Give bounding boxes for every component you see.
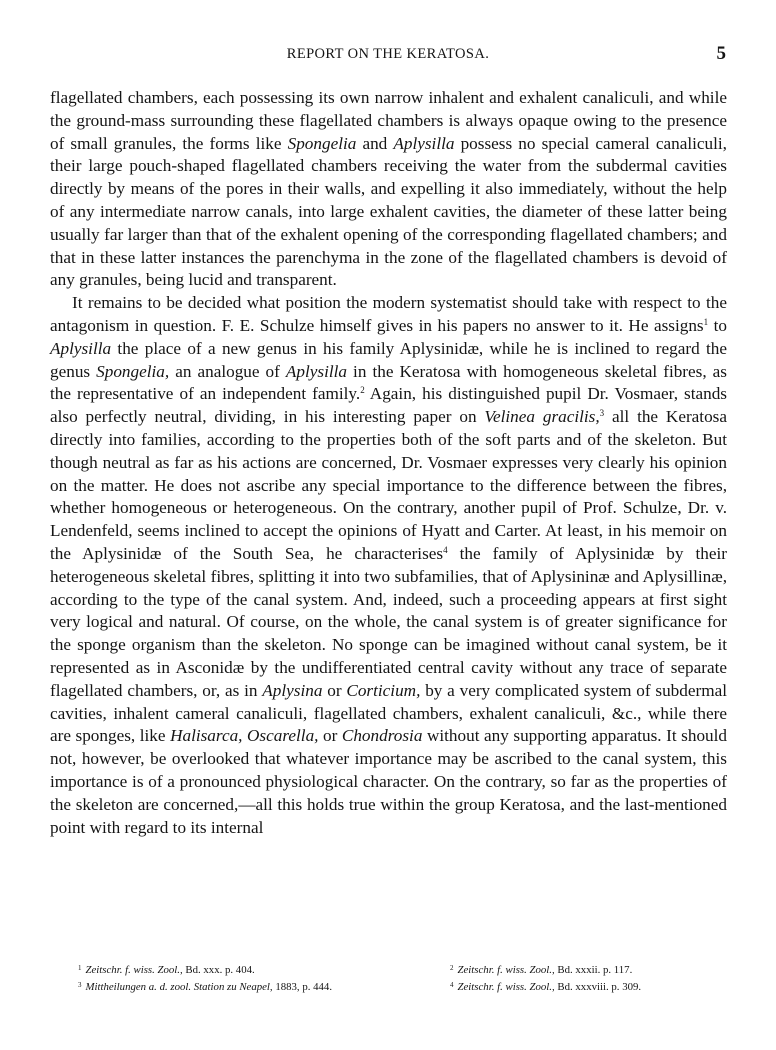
italic-run: Aplysina [262,680,323,700]
footnote-3-mark: 3 [78,981,82,989]
footnote-1-ref: Bd. xxx. p. 404. [182,964,255,976]
footnotes [78,962,738,996]
text-run: Again, his distinguished pupil Dr. Vosmaer, stands also perfectly neutral, dividing, in his interesting paper on [50,384,728,427]
text-run: or [322,680,347,700]
footnote-2-journal: Zeitschr. f. wiss. Zool., [457,964,555,976]
footnote-1-journal: Zeitschr. f. wiss. Zool., [85,964,183,976]
text-run: It remains to be decided what position the modern systematist should take with respect to the antagonism in question. F. E. Schulze himself gives in his papers no answer to it. He assigns [50,293,727,335]
footnote-2-ref: Bd. xxxii. p. 117. [554,964,633,976]
italic-run: Halisarca, Oscarella, [170,726,319,746]
text-run: all the Keratosa directly into families, according to the properties both of the soft parts and of the skeleton. But though neutral as far as his actions are concerned, Dr. Vosmaer expresses very clearly his opinion on the matter. He does not ascribe any special importance to the difference between the fibres, whether homogeneous or heterogeneous. On the contrary, another pupil of Prof. Schulze, Dr. v. Lendenfeld, seems inclined to accept the opinions of Hyatt and Carter. At least, in his memoir on the Aplysinidæ of the South Sea, he characterises [50,407,727,563]
footnote-3-ref: 1883, p. 444. [272,981,333,993]
footnote-row-1 [78,962,738,979]
footnote-1-mark: 1 [78,964,82,972]
text-run: possess no special cameral canaliculi, their large pouch-shaped flagellated chambers receiving the water from the subdermal cavities directly by means of the pores in their walls, and expelling it also immediately, without the help of any intermediate narrow canals, into large exhalent cavities, the diameter of these latter being usually far larger than that of the exhalent opening of the corresponding flagellated chambers; and that in these latter instances the parenchyma in the zone of the flagellated chambers is devoid of any granules, being lucid and transparent. [50,133,727,290]
text-run: or [318,726,342,746]
text-run: and [356,133,394,153]
footnote-3 [78,979,450,996]
footnote-4 [450,979,738,996]
paragraph-1 [50,87,727,292]
running-header [0,43,776,68]
text-run: an analogue of [169,361,286,381]
italic-run: Corticium, [346,680,421,700]
italic-run: Aplysilla [50,338,112,358]
italic-run: Spongelia, [96,361,170,381]
footnote-2-mark: 2 [450,964,454,972]
footnote-ref-mark: 1 [703,316,709,327]
text-run: by a very complicated system of subdermal cavities, inhalent cameral canaliculi, flagellated chambers, exhalent canaliculi, &c., while there are sponges, like [50,680,727,746]
text-run: in the Keratosa with homogeneous skeletal fibres, as the representative of an independent family. [50,361,728,404]
text-run: the place of a new genus in his family Aplysinidæ, while he is inclined to regard the genus [50,338,727,381]
text-run: without any supporting apparatus. It should not, however, be overlooked that whatever importance may be ascribed to the canal system, this importance is of a pronounced physiological character. On the contrary, so far as the properties of the skeleton are concerned,—all this holds true within the group Keratosa, and the last-mentioned point with regard to its internal [50,726,728,837]
italic-run: Velinea gracilis, [484,407,600,427]
footnote-2 [450,962,738,979]
footnote-3-journal: Mittheilungen a. d. zool. Station zu Neapel, [85,981,273,993]
footnote-4-journal: Zeitschr. f. wiss. Zool., [457,981,555,993]
footnote-4-ref: Bd. xxxviii. p. 309. [554,981,642,993]
body-text [50,87,727,839]
page-number: 5 [716,43,726,64]
footnote-ref-mark: 4 [443,544,448,555]
italic-run: Aplysilla [285,361,348,381]
text-run: flagellated chambers, each possessing its own narrow inhalent and exhalent canaliculi, and while the ground-mass surrounding these flagellated chambers is always opaque owing to the presence of small granules, the forms like [50,88,727,153]
footnote-row-2 [78,979,738,996]
footnote-1 [78,962,450,979]
text-run: the family of Aplysinidæ by their heterogeneous skeletal fibres, splitting it into two subfamilies, that of Aplysininæ and Aplysillinæ, according to the type of the canal system. And, indeed, such a proceeding appears at first sight very logical and natural. Of course, on the whole, the canal system is of greater significance for the sponge organism than the skeleton. No sponge can be imagined without canal system, be it represented as in Asconidæ by the undifferentiated central cavity without any trace of separate flagellated chambers, or, as in [50,543,727,700]
paragraph-2 [50,292,727,839]
running-title: REPORT ON THE KERATOSA. [286,46,490,62]
text-run: to [708,315,727,335]
footnote-ref-mark: 3 [599,408,605,419]
footnote-4-mark: 4 [450,981,454,989]
italic-run: Spongelia [287,133,357,153]
italic-run: Chondrosia [341,726,423,746]
footnote-ref-mark: 2 [360,385,365,396]
italic-run: Aplysilla [393,133,455,153]
